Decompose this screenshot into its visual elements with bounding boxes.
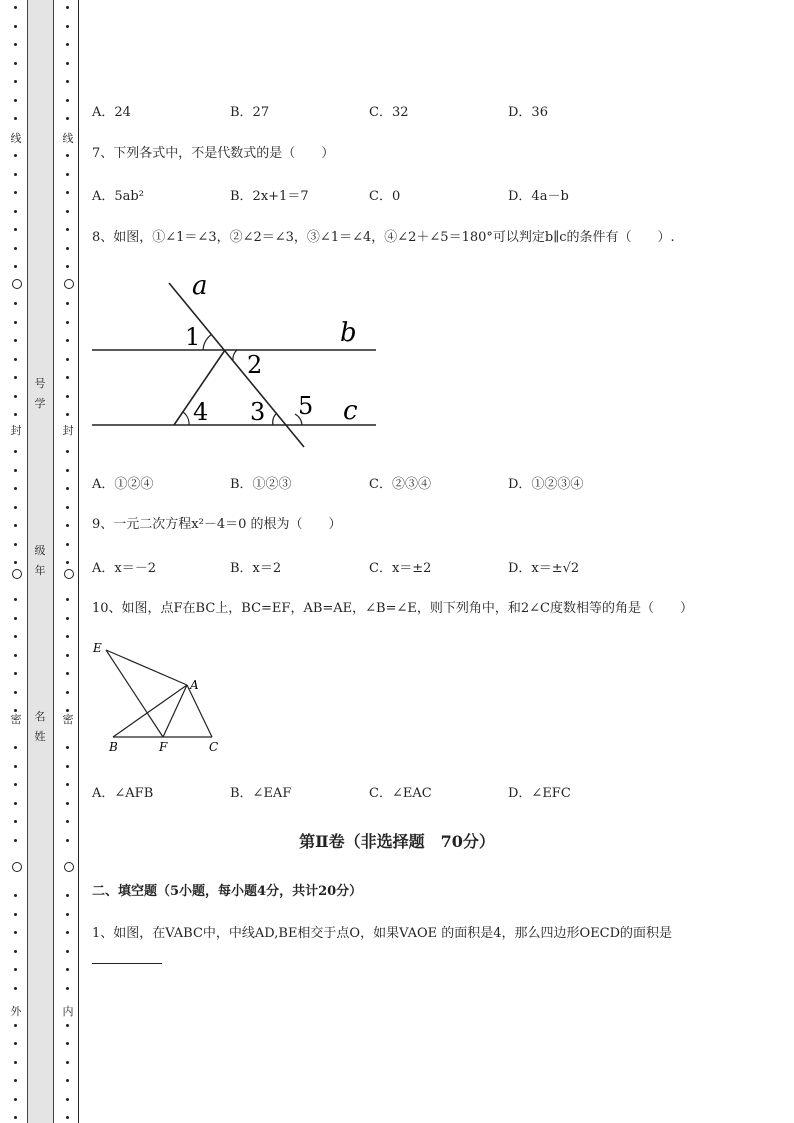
seal-dot: [14, 210, 17, 213]
parallel-lines-figure: [92, 270, 382, 450]
fill-question-1: 1、如图，在VABC中，中线AD,BE相交于点O，如果VAOE 的面积是4，那么四边形OECD的面积是: [92, 926, 673, 941]
seal-dot: [66, 154, 69, 157]
seal-dot: [14, 765, 17, 768]
seal-dot: [14, 950, 17, 953]
seal-dot: [14, 913, 17, 916]
dotted-seal-line-inner: [64, 0, 72, 1123]
binding-margin: [0, 0, 90, 1123]
angle-3: 3: [250, 398, 266, 426]
option-d[interactable]: D．4a－b: [508, 189, 569, 204]
seal-dot: [66, 358, 69, 361]
q6-options: [92, 101, 772, 119]
seal-dot: [14, 450, 17, 453]
angle-5: 5: [298, 392, 314, 420]
seal-dot: [14, 1042, 17, 1045]
name-label: 名 姓: [34, 710, 46, 743]
seal-char: 外: [10, 1005, 22, 1018]
seal-dot: [14, 247, 17, 250]
seal-circle: [64, 279, 74, 289]
triangle-figure: [92, 638, 232, 756]
seal-dot: [66, 746, 69, 749]
seal-dot: [66, 376, 69, 379]
seal-dot: [14, 506, 17, 509]
seal-dot: [14, 469, 17, 472]
seal-char: 密: [10, 713, 22, 726]
option-c[interactable]: C．x＝±2: [369, 561, 432, 576]
option-d[interactable]: D．x＝±√2: [508, 561, 580, 576]
question-8: 8、如图，①∠1＝∠3，②∠2＝∠3，③∠1＝∠4，④∠2＋∠5＝180°可以判定b∥c的条件有（ ）.: [92, 230, 675, 245]
grade-label: 级 年: [34, 544, 46, 577]
seal-dot: [14, 191, 17, 194]
seal-dot: [66, 321, 69, 324]
seal-dot: [66, 968, 69, 971]
option-b[interactable]: B．∠EAF: [230, 786, 292, 801]
angle-1: 1: [185, 323, 201, 351]
point-f: F: [159, 740, 168, 754]
seal-dot: [66, 1061, 69, 1064]
seal-dot: [66, 506, 69, 509]
exam-content: [92, 0, 772, 1123]
seal-dot: [66, 25, 69, 28]
seal-dot: [66, 765, 69, 768]
seal-dot: [66, 1116, 69, 1119]
point-a: A: [190, 678, 199, 692]
seal-dot: [14, 62, 17, 65]
seal-dot: [14, 1061, 17, 1064]
seal-circle: [12, 569, 22, 579]
seal-dot: [66, 783, 69, 786]
seal-dot: [14, 968, 17, 971]
seal-dot: [66, 598, 69, 601]
label-a: a: [192, 271, 208, 301]
seal-dot: [14, 802, 17, 805]
seal-dot: [66, 43, 69, 46]
point-c: C: [209, 740, 219, 754]
q7-options: [92, 185, 772, 203]
seal-dot: [66, 617, 69, 620]
option-c[interactable]: C．32: [369, 105, 409, 120]
seal-dot: [66, 487, 69, 490]
option-c[interactable]: C．0: [369, 189, 401, 204]
seal-dot: [14, 99, 17, 102]
seal-dot: [14, 672, 17, 675]
option-a[interactable]: A．24: [92, 105, 131, 120]
seal-char: 密: [62, 713, 74, 726]
option-b[interactable]: B．27: [230, 105, 270, 120]
seal-dot: [14, 6, 17, 9]
seal-dot: [66, 6, 69, 9]
seal-dot: [14, 358, 17, 361]
seal-dot: [66, 561, 69, 564]
seal-dot: [66, 210, 69, 213]
seal-dot: [14, 228, 17, 231]
seal-dot: [66, 247, 69, 250]
q10-options: [92, 782, 772, 800]
seal-char: 线: [10, 132, 22, 145]
seal-dot: [66, 1098, 69, 1101]
seal-dot: [14, 598, 17, 601]
seal-dot: [66, 672, 69, 675]
dotted-seal-line-outer: [12, 0, 20, 1123]
option-a[interactable]: A．①②④: [92, 477, 154, 492]
seal-dot: [66, 469, 69, 472]
seal-dot: [14, 987, 17, 990]
seal-circle: [12, 279, 22, 289]
seal-char: 线: [62, 132, 74, 145]
seal-dot: [14, 635, 17, 638]
seal-dot: [14, 820, 17, 823]
seal-dot: [14, 746, 17, 749]
student-id-label: 号 学: [34, 377, 46, 410]
seal-dot: [14, 839, 17, 842]
option-a[interactable]: A．5ab²: [92, 189, 144, 204]
seal-dot: [14, 1098, 17, 1101]
seal-dot: [14, 543, 17, 546]
seal-dot: [14, 524, 17, 527]
seal-dot: [14, 561, 17, 564]
option-c[interactable]: C．∠EAC: [369, 786, 432, 801]
seal-dot: [66, 894, 69, 897]
seal-circle: [12, 862, 22, 872]
seal-dot: [66, 820, 69, 823]
seal-dot: [14, 1024, 17, 1027]
option-d[interactable]: D．①②③④: [508, 477, 584, 492]
seal-dot: [14, 1116, 17, 1119]
option-b[interactable]: B．①②③: [230, 477, 292, 492]
seal-dot: [66, 913, 69, 916]
seal-dot: [66, 450, 69, 453]
section-subtitle: 二、填空题（5小题，每小题4分，共计20分）: [92, 884, 363, 899]
seal-dot: [14, 931, 17, 934]
seal-dot: [66, 931, 69, 934]
option-a[interactable]: A．∠AFB: [92, 786, 154, 801]
angle-2: 2: [247, 351, 263, 379]
seal-dot: [14, 302, 17, 305]
option-b[interactable]: B．x＝2: [230, 561, 282, 576]
q9-options: [92, 557, 772, 575]
option-a[interactable]: A．x＝－2: [92, 561, 156, 576]
seal-circle: [64, 862, 74, 872]
seal-char: 封: [62, 424, 74, 437]
seal-dot: [14, 487, 17, 490]
seal-dot: [66, 265, 69, 268]
seal-dot: [66, 228, 69, 231]
option-d[interactable]: D．36: [508, 105, 548, 120]
section-title: 第Ⅱ卷（非选择题 70分）: [299, 832, 495, 851]
cut-line: [78, 0, 79, 1123]
question-7: 7、下列各式中，不是代数式的是（ ）: [92, 146, 335, 161]
seal-dot: [66, 654, 69, 657]
q8-options: [92, 473, 772, 491]
seal-dot: [66, 395, 69, 398]
seal-dot: [66, 691, 69, 694]
seal-dot: [14, 395, 17, 398]
seal-dot: [14, 173, 17, 176]
seal-dot: [66, 950, 69, 953]
seal-dot: [66, 80, 69, 83]
seal-dot: [66, 987, 69, 990]
seal-dot: [66, 1024, 69, 1027]
seal-dot: [14, 617, 17, 620]
seal-dot: [66, 413, 69, 416]
seal-dot: [14, 709, 17, 712]
option-d[interactable]: D．∠EFC: [508, 786, 571, 801]
seal-dot: [14, 265, 17, 268]
seal-dot: [14, 25, 17, 28]
point-b: B: [109, 740, 118, 754]
seal-dot: [66, 839, 69, 842]
seal-circle: [64, 569, 74, 579]
seal-dot: [66, 543, 69, 546]
seal-dot: [14, 376, 17, 379]
question-10: 10、如图，点F在BC上，BC=EF，AB=AE，∠B=∠E，则下列角中，和2∠C度数相等的角是（ ）: [92, 601, 693, 616]
seal-dot: [66, 191, 69, 194]
option-b[interactable]: B．2x+1＝7: [230, 189, 309, 204]
option-c[interactable]: C．②③④: [369, 477, 431, 492]
seal-dot: [66, 62, 69, 65]
seal-dot: [14, 43, 17, 46]
answer-blank[interactable]: [92, 963, 162, 964]
seal-dot: [14, 894, 17, 897]
seal-dot: [66, 339, 69, 342]
seal-dot: [66, 302, 69, 305]
angle-4: 4: [193, 398, 209, 426]
point-e: E: [93, 641, 102, 655]
question-9: 9、一元二次方程x²－4＝0 的根为（ ）: [92, 517, 342, 532]
label-b: b: [340, 318, 357, 348]
seal-dot: [14, 413, 17, 416]
seal-dot: [66, 173, 69, 176]
seal-dot: [66, 117, 69, 120]
seal-dot: [66, 635, 69, 638]
seal-dot: [66, 1042, 69, 1045]
seal-dot: [66, 709, 69, 712]
seal-dot: [14, 654, 17, 657]
seal-dot: [14, 691, 17, 694]
seal-dot: [66, 99, 69, 102]
seal-dot: [14, 80, 17, 83]
seal-dot: [14, 117, 17, 120]
seal-dot: [14, 339, 17, 342]
label-c: c: [343, 396, 358, 426]
seal-dot: [14, 783, 17, 786]
seal-dot: [66, 524, 69, 527]
seal-dot: [66, 1079, 69, 1082]
seal-dot: [14, 154, 17, 157]
seal-dot: [14, 321, 17, 324]
seal-char: 封: [10, 424, 22, 437]
seal-char: 内: [62, 1005, 74, 1018]
seal-dot: [14, 1079, 17, 1082]
seal-dot: [66, 802, 69, 805]
